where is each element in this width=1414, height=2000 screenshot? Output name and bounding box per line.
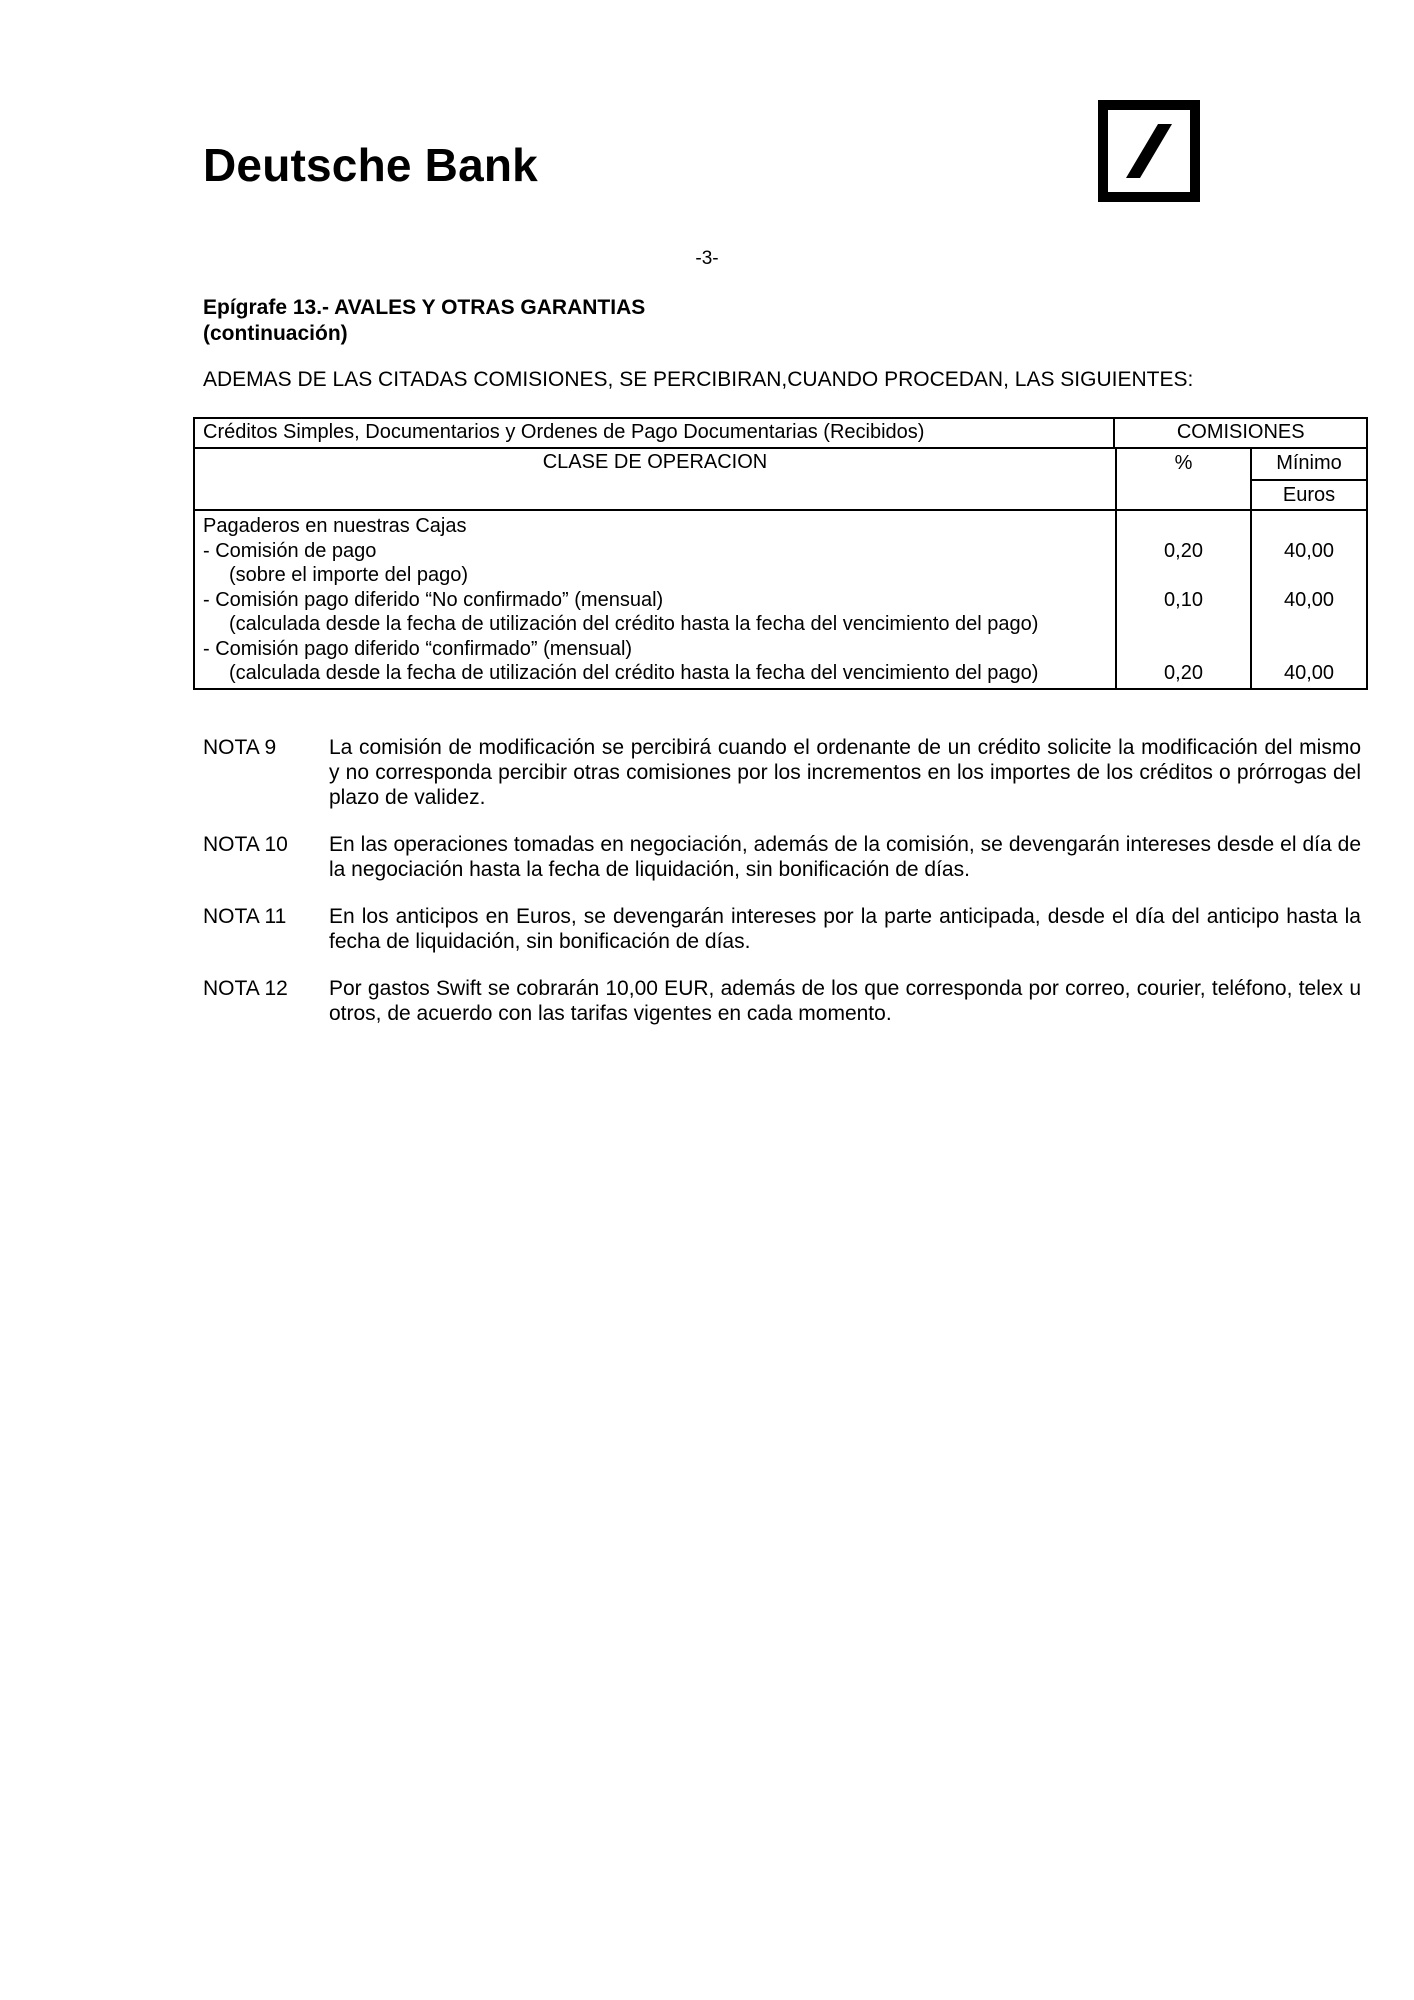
row-1-line-2: (sobre el importe del pago) [229, 564, 469, 586]
minimo-header: Mínimo [1252, 449, 1366, 481]
heading-line-2: (continuación) [203, 322, 348, 345]
note-12 [203, 976, 1361, 1026]
note-label: NOTA 11 [203, 905, 287, 928]
commissions-table [193, 417, 1368, 690]
operations-column [195, 511, 1117, 688]
table-body-row [195, 511, 1366, 688]
minimo-header-cell [1252, 449, 1366, 509]
note-11 [203, 904, 1361, 954]
row-3-percent: 0,20 [1164, 662, 1203, 684]
note-9 [203, 735, 1361, 810]
brand-name: Deutsche Bank [203, 139, 538, 191]
note-text: La comisión de modificación se percibirá cuando el ordenante de un crédito solicite la modificación del mismo y no corresponda percibir otras comisiones por los incrementos en los importes de los créditos o prórrogas del plazo de validez. [329, 736, 1361, 809]
row-3-line-2: (calculada desde la fecha de utilización del crédito hasta la fecha del vencimiento del pago) [229, 662, 1039, 684]
note-10 [203, 832, 1361, 882]
table-header-row-2 [195, 449, 1366, 511]
row-2-percent: 0,10 [1164, 588, 1203, 611]
row-1-line-1: - Comisión de pago [203, 539, 377, 562]
section-heading [203, 295, 645, 347]
heading-line-1: Epígrafe 13.- AVALES Y OTRAS GARANTIAS [203, 296, 646, 319]
row-1-minimo: 40,00 [1283, 539, 1335, 562]
row-3-line-1: - Comisión pago diferido “confirmado” (mensual) [203, 637, 633, 660]
note-label: NOTA 9 [203, 736, 277, 759]
section-label: Pagaderos en nuestras Cajas [203, 515, 467, 537]
note-text: Por gastos Swift se cobrarán 10,00 EUR, además de los que corresponda por correo, courier, teléfono, telex u otros, de acuerdo con las tarifas vigentes en cada momento. [329, 977, 1361, 1025]
note-text: En las operaciones tomadas en negociación, además de la comisión, se devengarán intereses desde el día de la negociación hasta la fecha de liquidación, sin bonificación de días. [329, 833, 1361, 881]
euros-header: Euros [1282, 484, 1336, 506]
comisiones-header: COMISIONES [1176, 421, 1305, 443]
clase-operacion-header: CLASE DE OPERACION [195, 449, 1117, 509]
minimo-column [1252, 511, 1366, 688]
note-label: NOTA 12 [203, 977, 288, 1000]
note-text: En los anticipos en Euros, se devengarán intereses por la parte anticipada, desde el día del anticipo hasta la fecha de liquidación, sin bonificación de días. [329, 905, 1361, 953]
percent-column [1117, 511, 1252, 688]
row-1-percent: 0,20 [1164, 539, 1203, 562]
notes-list [203, 735, 1361, 1048]
deutsche-bank-logo-icon [1098, 100, 1200, 202]
page-number: -3- [695, 248, 719, 269]
intro-text: ADEMAS DE LAS CITADAS COMISIONES, SE PERCIBIRAN,CUANDO PROCEDAN, LAS SIGUIENTES: [203, 368, 1194, 391]
percent-header: % [1117, 449, 1252, 509]
row-3-minimo: 40,00 [1283, 662, 1335, 684]
row-2-line-2: (calculada desde la fecha de utilización del crédito hasta la fecha del vencimiento del pago) [229, 613, 1039, 635]
row-2-line-1: - Comisión pago diferido “No confirmado” (mensual) [203, 588, 664, 611]
row-2-minimo: 40,00 [1283, 588, 1335, 611]
table-header-row-1 [195, 419, 1366, 449]
table-title: Créditos Simples, Documentarios y Ordenes de Pago Documentarias (Recibidos) [195, 419, 1115, 447]
note-label: NOTA 10 [203, 833, 288, 856]
